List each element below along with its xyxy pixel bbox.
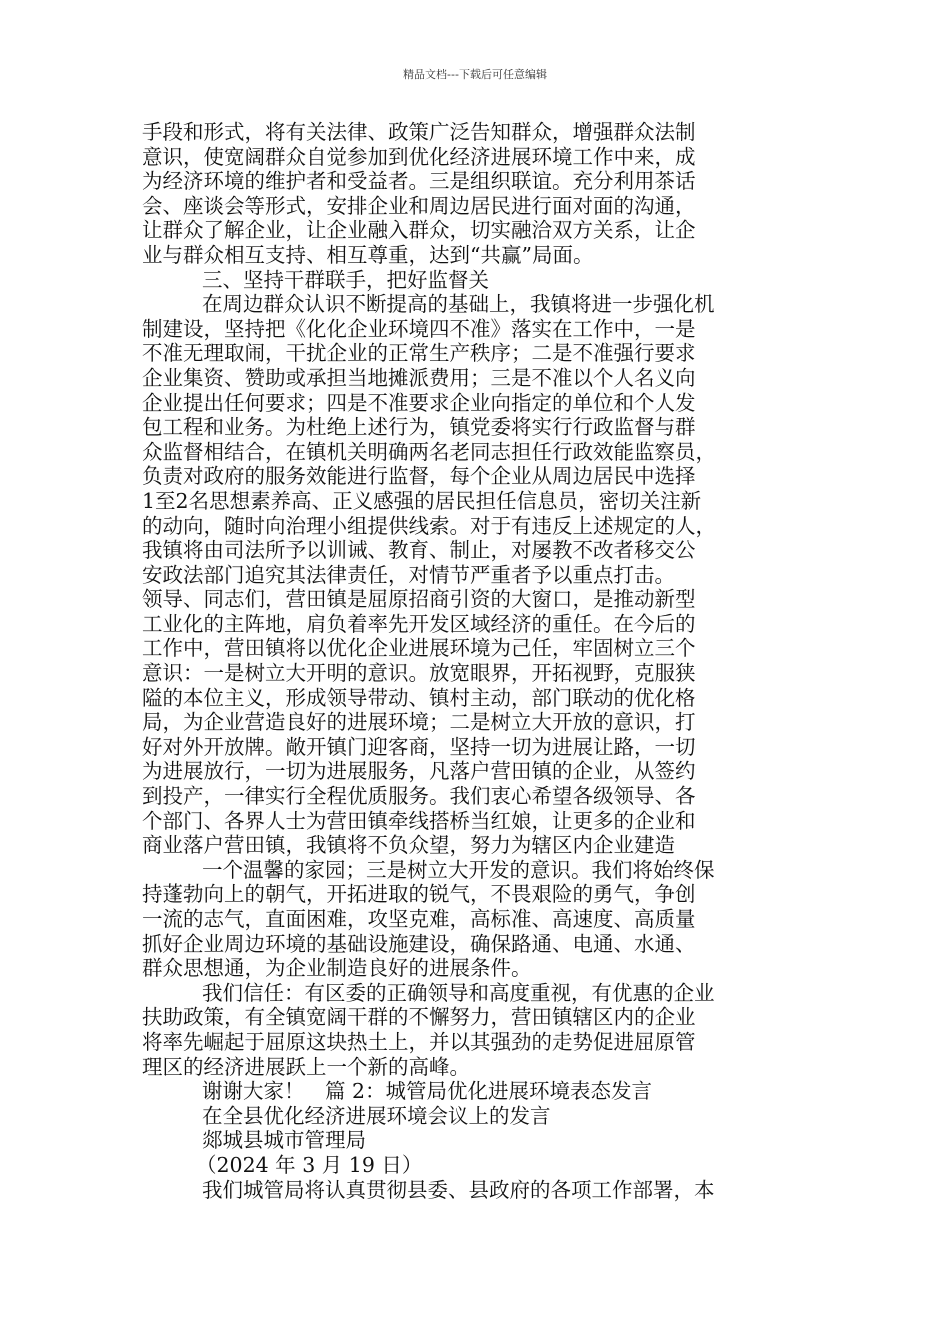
text-line: 企业提出任何要求；四是不准要求企业向指定的单位和个人发	[142, 390, 696, 415]
document-body	[142, 120, 812, 1202]
text-line: 制建设，坚持把《化化企业环境四不准》落实在工作中，一是	[142, 316, 696, 341]
text-line: 好对外开放牌。敞开镇门迎客商，坚持一切为进展让路，一切	[142, 734, 696, 759]
text-line: 负责对政府的服务效能进行监督，每个企业从周边居民中选择	[142, 464, 696, 489]
text-line: 局，为企业营造良好的进展环境；二是树立大开放的意识，打	[142, 710, 696, 735]
text-line: 众监督相结合，在镇机关明确两名老同志担任行政效能监察员，	[142, 439, 716, 464]
section-heading: 三、坚持干群联手，把好监督关	[202, 267, 489, 292]
text-line: 包工程和业务。为杜绝上述行为，镇党委将实行行政监督与群	[142, 415, 696, 440]
text-line: 意识：一是树立大开明的意识。放宽眼界，开拓视野，克服狭	[142, 661, 696, 686]
text-line: 手段和形式，将有关法律、政策广泛告知群众，增强群众法制	[142, 120, 696, 144]
speech-title: 在全县优化经济进展环境会议上的发言	[202, 1103, 551, 1128]
text-line: 商业落户营田镇，我镇将不负众望，努力为辖区内企业建造	[142, 833, 675, 858]
text-line: 让群众了解企业，让企业融入群众，切实融洽双方关系，让企	[142, 218, 696, 243]
speaker-organization: 郯城县城市管理局	[202, 1128, 366, 1153]
paragraph-start: 我们信任：有区委的正确领导和高度重视，有优惠的企业	[202, 980, 715, 1005]
page-header: 精品文档---下载后可任意编辑	[403, 68, 547, 81]
text-line: 安政法部门追究其法律责任，对情节严重者予以重点打击。	[142, 562, 675, 587]
text-line: 的动向，随时向治理小组提供线索。对于有违反上述规定的人，	[142, 513, 716, 538]
text-line: 到投产，一律实行全程优质服务。我们衷心希望各级领导、各	[142, 784, 696, 809]
text-line: 持蓬勃向上的朝气，开拓进取的锐气，不畏艰险的勇气，争创	[142, 882, 696, 907]
text-line: 为进展放行，一切为进展服务，凡落户营田镇的企业，从签约	[142, 759, 696, 784]
text-line: 将率先崛起于屈原这块热土上，并以其强劲的走势促进屈原管	[142, 1029, 696, 1054]
paragraph-start: 一个温馨的家园；三是树立大开发的意识。我们将始终保	[202, 857, 715, 882]
text-line: 个部门、各界人士为营田镇牵线搭桥当红娘，让更多的企业和	[142, 808, 696, 833]
text-line: 理区的经济进展跃上一个新的高峰。	[142, 1054, 470, 1079]
text-line: 我镇将由司法所予以训诫、教育、制止，对屡教不改者移交公	[142, 538, 696, 563]
text-line: 抓好企业周边环境的基础设施建设，确保路通、电通、水通、	[142, 931, 696, 956]
paragraph-start: 我们城管局将认真贯彻县委、县政府的各项工作部署，本	[202, 1177, 715, 1202]
text-line: 不准无理取闹，干扰企业的正常生产秩序；二是不准强行要求	[142, 341, 696, 366]
speech-date: （2024 年 3 月 19 日）	[196, 1152, 423, 1177]
paragraph-start: 在周边群众认识不断提高的基础上，我镇将进一步强化机	[202, 292, 715, 317]
text-line: 群众思想通，为企业制造良好的进展条件。	[142, 956, 532, 981]
text-line: 工业化的主阵地，肩负着率先开发区域经济的重任。在今后的	[142, 611, 696, 636]
closing-and-title-line: 谢谢大家！ 篇 2：城管局优化进展环境表态发言	[202, 1079, 653, 1104]
text-line: 业与群众相互支持、相互尊重，达到“共赢”局面。	[142, 242, 594, 267]
text-line: 1至2名思想素养高、正义感强的居民担任信息员，密切关注新	[142, 488, 702, 513]
text-line: 领导、同志们，营田镇是屈原招商引资的大窗口，是推动新型	[142, 587, 696, 612]
text-line: 为经济环境的维护者和受益者。三是组织联谊。充分利用茶话	[142, 169, 696, 194]
text-line: 扶助政策，有全镇宽阔干群的不懈努力，营田镇辖区内的企业	[142, 1005, 696, 1030]
text-line: 意识，使宽阔群众自觉参加到优化经济进展环境工作中来，成	[142, 144, 696, 169]
text-line: 一流的志气，直面困难，攻坚克难，高标准、高速度、高质量	[142, 907, 696, 931]
text-line: 企业集资、赞助或承担当地摊派费用；三是不准以个人名义向	[142, 365, 696, 390]
text-line: 隘的本位主义，形成领导带动、镇村主动，部门联动的优化格	[142, 685, 696, 710]
text-line: 会、座谈会等形式，安排企业和周边居民进行面对面的沟通，	[142, 193, 696, 218]
text-line: 工作中，营田镇将以优化企业进展环境为己任，牢固树立三个	[142, 636, 696, 661]
